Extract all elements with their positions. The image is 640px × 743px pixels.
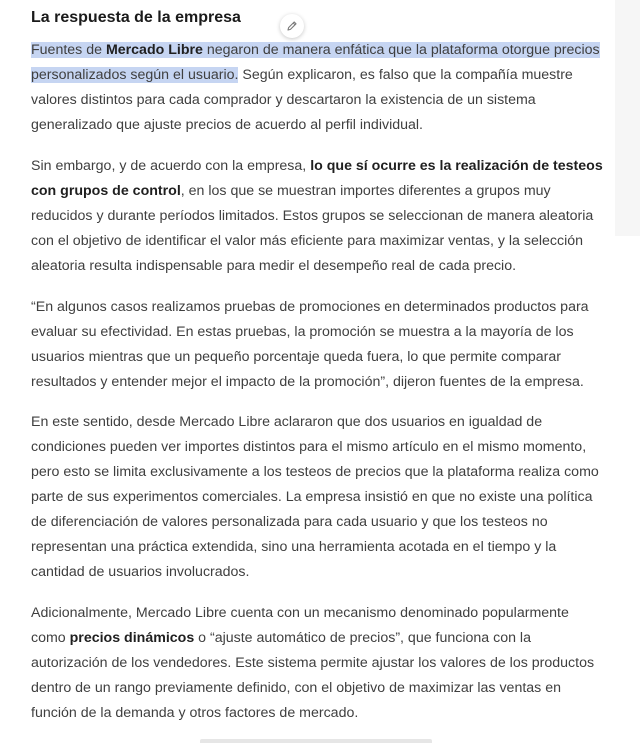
- paragraph-2-start: Sin embargo, y de acuerdo con la empresa,: [31, 158, 311, 174]
- paragraph-5-bold: precios dinámicos: [69, 630, 195, 646]
- paragraph-5-start: Adicionalmente, Mercado Libre cuenta con un mecanismo denominado popularmente como: [31, 605, 569, 646]
- paragraph-2-end: , en los que se muestran importes diferentes a grupos muy reducidos y durante períodos limitados. Estos grupos se seleccionan de manera aleatoria con el objetivo de identificar el valor más eficiente para maximizar ventas, y la selección aleatoria resulta indispensable para medir el desempeño real de cada precio.: [31, 183, 594, 274]
- section-heading: La respuesta de la empresa: [31, 9, 241, 26]
- selected-text-start: Fuentes de: [31, 42, 106, 58]
- bottom-overlay-bar: [200, 739, 432, 743]
- paragraph-1-rest: Según explicaron, es falso que la compañía muestre valores distintos para cada comprador y descartaron la existencia de un sistema generalizado que ajuste precios de acuerdo al perfil individual.: [31, 67, 573, 133]
- paragraph-4: En este sentido, desde Mercado Libre aclararon que dos usuarios en igualdad de condiciones pueden ver importes distintos para el mismo artículo en el mismo momento, pero esto se limita exclusivamente a los testeos de precios que la plataforma realiza como parte de sus experimentos comerciales. La empresa insistió en que no existe una política de diferenciación de valores personalizada para cada usuario y que los testeos no representan una práctica extendida, sino una herramienta acotada en el tiempo y la cantidad de usuarios involucrados.: [31, 414, 599, 580]
- paragraph-5: [31, 601, 605, 726]
- sidebar-strip: [615, 0, 640, 236]
- selected-text-bold: Mercado Libre: [105, 42, 203, 58]
- paragraph-3-quote: “En algunos casos realizamos pruebas de promociones en determinados productos para evaluar su efectividad. En estas pruebas, la promoción se muestra a la mayoría de los usuarios mientras que un pequeño porcentaje queda fuera, lo que permite comparar resultados y entender mejor el impacto de la promoción”, dijeron fuentes de la empresa.: [31, 299, 589, 390]
- selected-text-end: negaron de manera enfática que la plataforma otorgue precios personalizados según el usuario.: [31, 42, 600, 83]
- pencil-icon: [286, 20, 298, 32]
- edit-selection-button[interactable]: [280, 14, 304, 38]
- paragraph-1: [31, 38, 605, 138]
- paragraph-2: [31, 154, 605, 279]
- paragraph-5-end: o “ajuste automático de precios”, que funciona con la autorización de los vendedores. Este sistema permite ajustar los valores de los productos dentro de un rango previamente definido, con el objetivo de maximizar las ventas en función de la demanda y otros factores de mercado.: [31, 630, 595, 721]
- paragraph-2-bold: lo que sí ocurre es la realización de testeos con grupos de control: [31, 158, 603, 199]
